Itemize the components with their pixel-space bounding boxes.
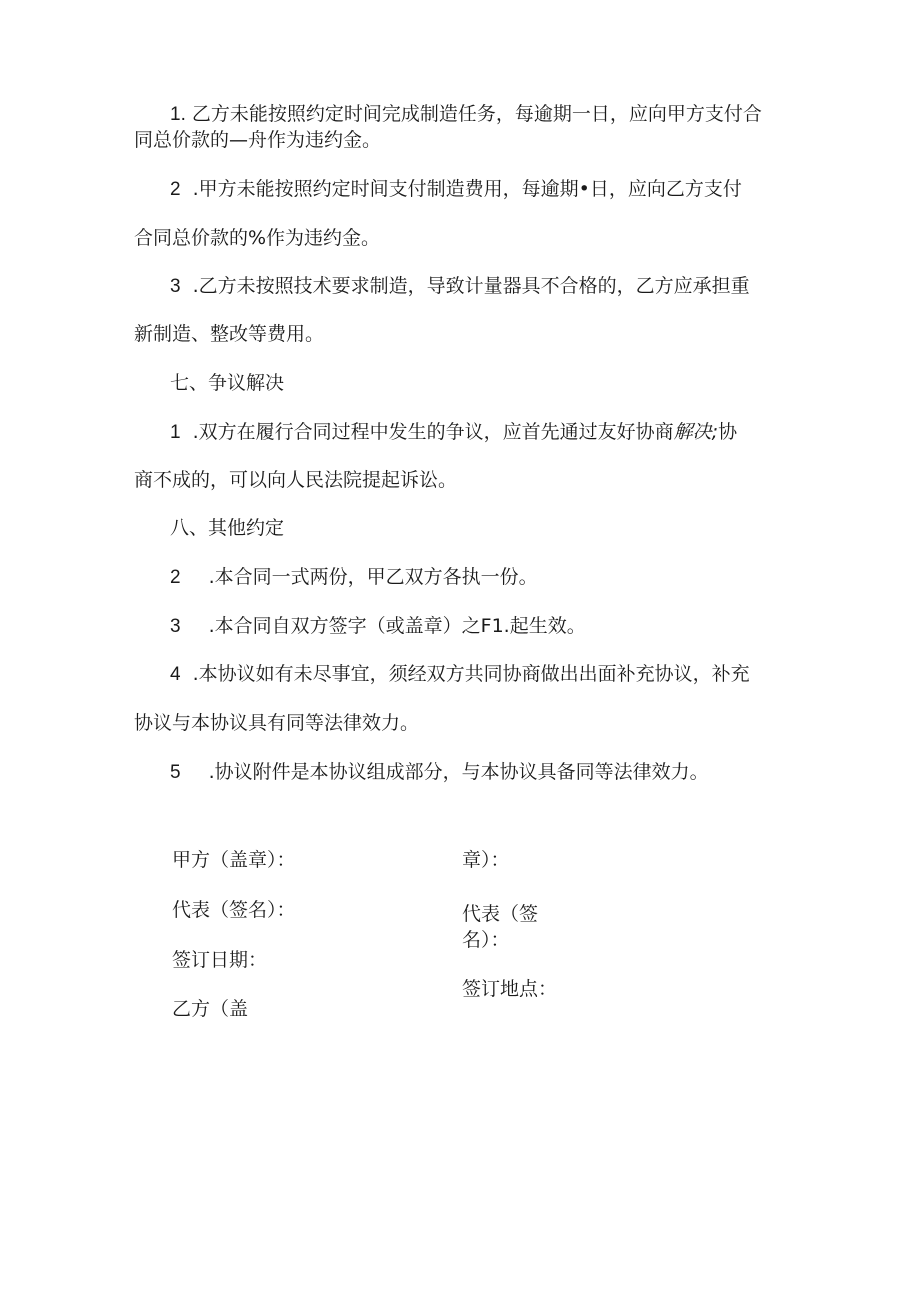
party-b-representative-label-line-2: 名）： — [462, 929, 510, 951]
section-7-item-1-line-2: 商不成的，可以向人民法院提起诉讼。 — [134, 469, 458, 491]
clause-1-line-1 — [170, 102, 762, 127]
section-7-item-1-italic: 解决; — [673, 421, 719, 443]
clause-1-text: 乙方未能按照约定时间完成制造任务，每逾期一日，应向甲方支付合 — [191, 103, 762, 125]
sign-date-label: 签订日期： — [172, 949, 268, 971]
clause-2-line-2: 合同总价款的%作为违约金。 — [134, 227, 381, 249]
party-a-seal-label: 甲方（盖章）： — [172, 849, 296, 871]
section-7-item-1-number: 1 — [170, 422, 181, 443]
party-b-representative-label-line-1: 代表（签 — [462, 903, 539, 925]
section-8-item-3-number: 3 — [170, 616, 181, 637]
section-8-item-5-text: .协议附件是本协议组成部分，与本协议具备同等法律效力。 — [208, 761, 709, 783]
party-b-seal-continuation: 章）： — [462, 849, 510, 871]
party-a-representative-label: 代表（签名）： — [172, 899, 296, 921]
clause-1-line-2: 同总价款的—舟作为违约金。 — [134, 129, 382, 151]
section-7-item-1-text: .双方在履行合同过程中发生的争议，应首先通过友好协商 — [192, 421, 674, 443]
section-8-item-3 — [170, 614, 586, 639]
section-8-item-3-text: .本合同自双方签字（或盖章）之F1.起生效。 — [208, 615, 586, 637]
section-8-item-4-text: .本协议如有未尽事宜，须经双方共同协商做出出面补充协议，补充 — [192, 663, 750, 685]
section-8-item-5-number: 5 — [170, 762, 181, 783]
section-8-item-5 — [170, 760, 709, 785]
section-8-item-2 — [170, 565, 538, 590]
clause-2-text: .甲方未能按照约定时间支付制造费用，每逾期•日，应向乙方支付 — [192, 178, 742, 200]
section-7-item-1-tail: 协 — [718, 421, 738, 443]
section-8-item-4-line-2: 协议与本协议具有同等法律效力。 — [134, 712, 420, 734]
section-8-item-4-number: 4 — [170, 664, 181, 685]
clause-3-line-1 — [170, 274, 750, 299]
clause-2-line-1 — [170, 177, 742, 202]
clause-3-number: 3 — [170, 276, 181, 297]
section-8-item-2-text: .本合同一式两份，甲乙双方各执一份。 — [208, 566, 538, 588]
section-8-item-4-line-1 — [170, 662, 750, 687]
section-7-heading: 七、争议解决 — [170, 372, 285, 394]
section-7-item-1-line-1 — [170, 420, 737, 445]
clause-2-number: 2 — [170, 179, 181, 200]
clause-1-number: 1. — [170, 104, 186, 125]
party-b-seal-label: 乙方（盖 — [172, 998, 249, 1020]
section-8-heading: 八、其他约定 — [170, 517, 285, 539]
clause-3-line-2: 新制造、整改等费用。 — [134, 323, 325, 345]
clause-3-text: .乙方未按照技术要求制造，导致计量器具不合格的，乙方应承担重 — [192, 275, 750, 297]
section-8-item-2-number: 2 — [170, 567, 181, 588]
sign-place-label: 签订地点： — [462, 978, 558, 1000]
